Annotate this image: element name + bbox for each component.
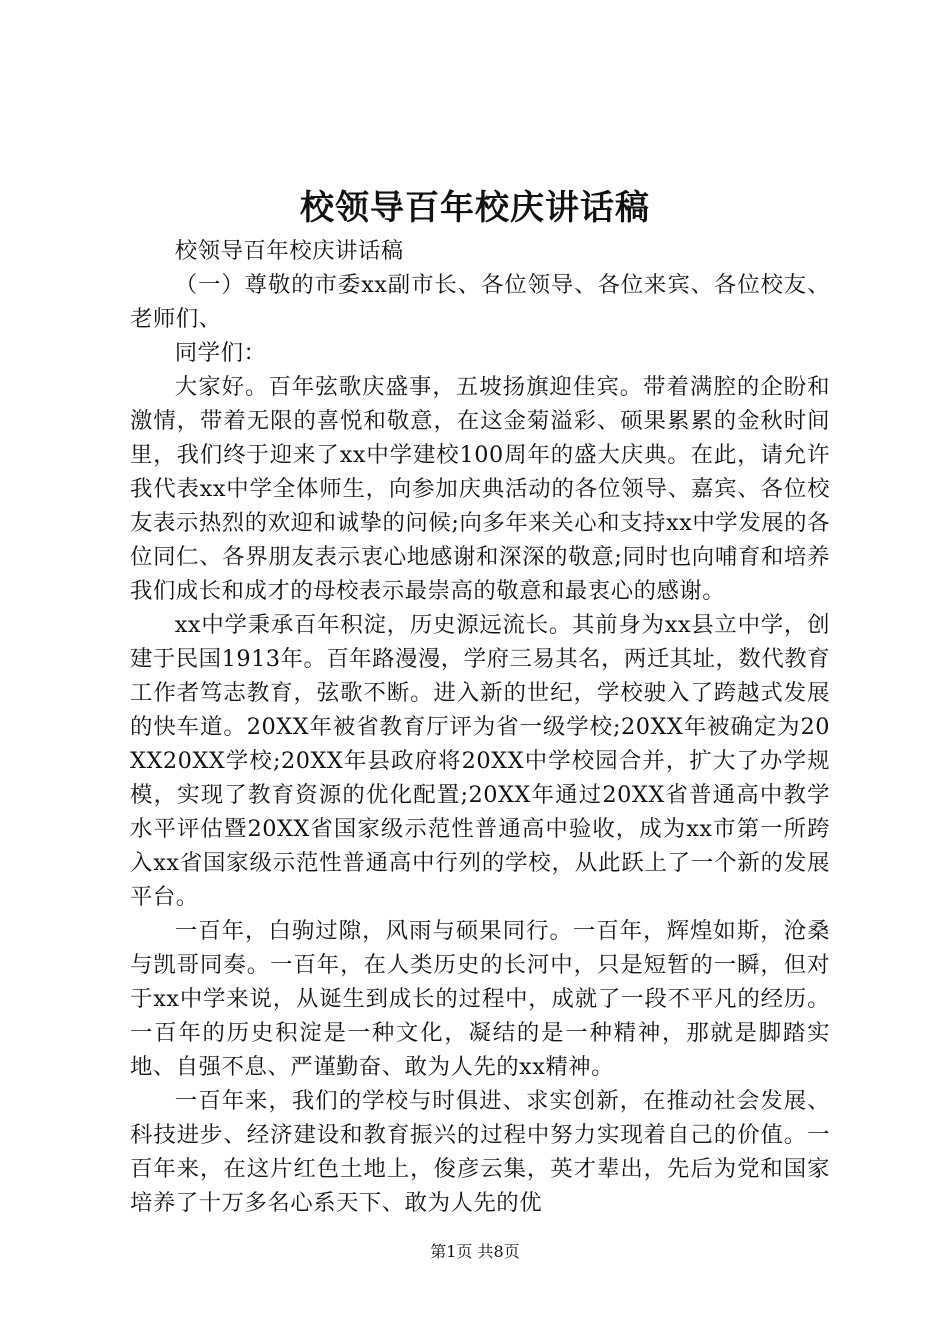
- paragraph-subtitle: 校领导百年校庆讲话稿: [174, 238, 404, 264]
- paragraph-salutation: （一）尊敬的市委xx副市长、各位领导、各位来宾、各位校友、老师们、: [130, 272, 830, 332]
- paragraph-salutation-cont: 同学们：: [174, 340, 267, 366]
- paragraph-greeting: 大家好。百年弦歌庆盛事，五坡扬旗迎佳宾。带着满腔的企盼和激情，带着无限的喜悦和敬意，在这金菊溢彩、硕果累累的金秋时间里，我们终于迎来了xx中学建校100周年的盛大庆典。在此，请允许我代表xx中学全体师生，向参加庆典活动的各位领导、嘉宾、各位校友表示热烈的欢迎和诚挚的问候;向多年来关心和支持xx中学发展的各位同仁、各界朋友表示衷心地感谢和深深的敬意;同时也向哺育和培养我们成长和成才的母校表示最崇高的敬意和最衷心的感谢。: [130, 374, 830, 604]
- document-body: [130, 234, 830, 1220]
- document-title: 校领导百年校庆讲话稿: [300, 188, 650, 228]
- paragraph-century: 一百年，白驹过隙，风雨与硕果同行。一百年，辉煌如斯，沧桑与凯哥同奏。一百年，在人类历史的长河中，只是短暂的一瞬，但对于xx中学来说，从诞生到成长的过程中，成就了一段不平凡的经历。一百年的历史积淀是一种文化，凝结的是一种精神，那就是脚踏实地、自强不息、严谨勤奋、敢为人先的xx精神。: [130, 918, 830, 1080]
- paragraph-history: xx中学秉承百年积淀，历史源远流长。其前身为xx县立中学，创建于民国1913年。百年路漫漫，学府三易其名，两迁其址，数代教育工作者笃志教育，弦歌不断。进入新的世纪，学校驶入了跨越式发展的快车道。20XX年被省教育厅评为省一级学校;20XX年被确定为20XX20XX学校;20XX年县政府将20XX中学校园合并，扩大了办学规模，实现了教育资源的优化配置;20XX年通过20XX省普通高中教学水平评估暨20XX省国家级示范性普通高中验收，成为xx市第一所跨入xx省国家级示范性普通高中行列的学校，从此跃上了一个新的发展平台。: [130, 612, 830, 910]
- paragraph-achievements: 一百年来，我们的学校与时俱进、求实创新，在推动社会发展、科技进步、经济建设和教育振兴的过程中努力实现着自己的价值。一百年来，在这片红色土地上，俊彦云集，英才辈出，先后为党和国家培养了十万多名心系天下、敢为人先的优: [130, 1088, 830, 1216]
- page-footer: 第1页 共8页: [430, 1242, 520, 1261]
